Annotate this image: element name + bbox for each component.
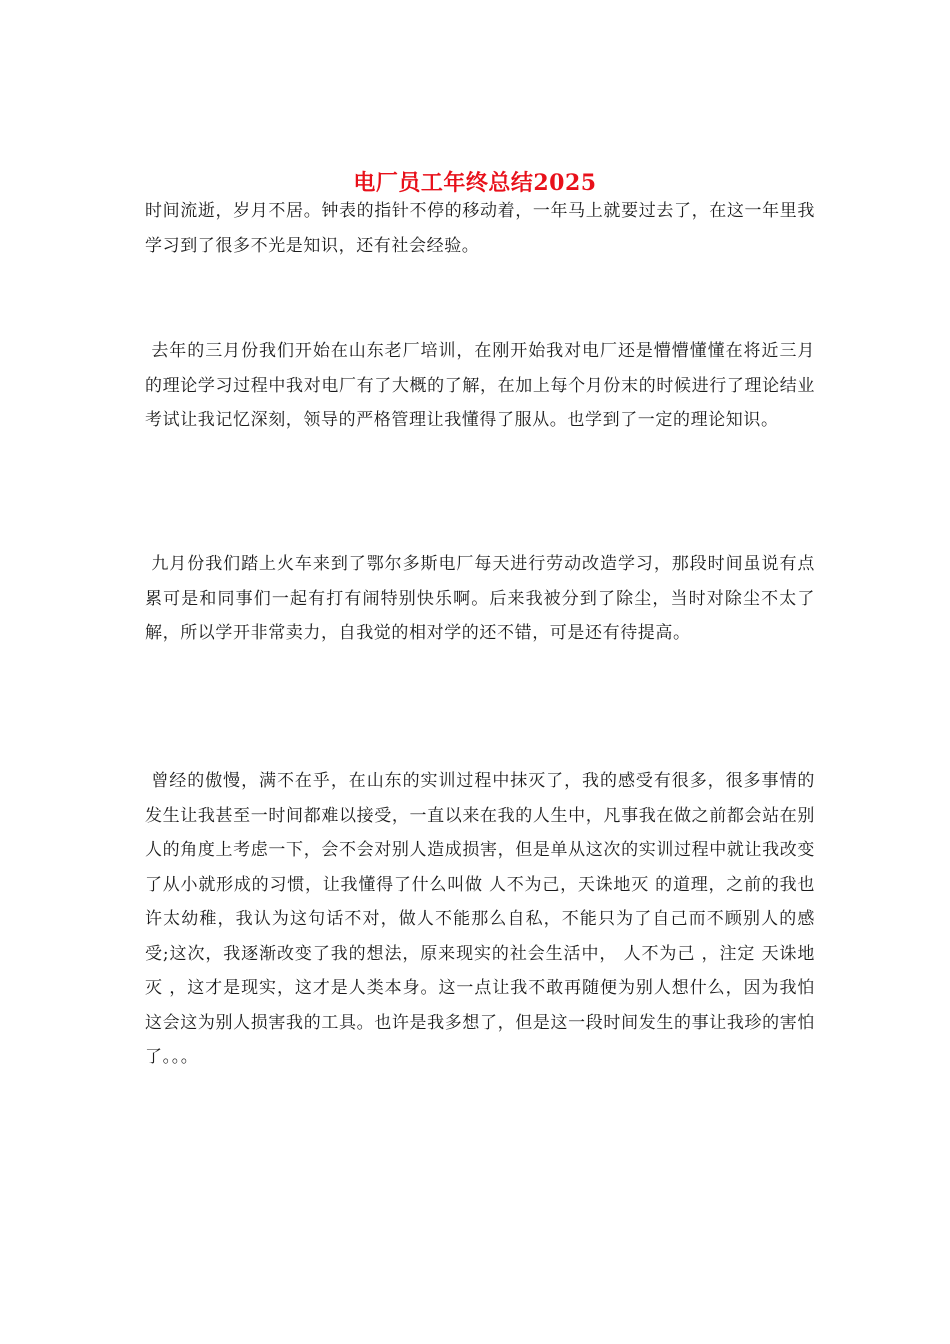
paragraph-reflection: 曾经的傲慢，满不在乎，在山东的实训过程中抹灭了，我的感受有很多，很多事情的发生让我甚至一时间都难以接受，一直以来在我的人生中，凡事我在做之前都会站在别人的角度上考虑一下，会不会对别人造成损害，但是单从这次的实训过程中就让我改变了从小就形成的习惯，让我懂得了什么叫做 人不为己，天诛地灭 的道理，之前的我也许太幼稚，我认为这句话不对，做人不能那么自私，不能只为了自己而不顾别人的感受;这次，我逐渐改变了我的想法，原来现实的社会生活中， 人不为己 ，注定 天诛地灭 ，这才是现实，这才是人类本身。这一点让我不敢再随便为别人想什么，因为我怕这会这为别人损害我的工具。也许是我多想了，但是这一段时间发生的事让我珍的害怕了。。。 [145,771,815,1067]
paragraph-shandong-training: 去年的三月份我们开始在山东老厂培训，在刚开始我对电厂还是懵懵懂懂在将近三月的理论学习过程中我对电厂有了大概的了解，在加上每个月份末的时候进行了理论结业考试让我记忆深刻，领导的严格管理让我懂得了服从。也学到了一定的理论知识。 [145,341,815,430]
paragraph-intro: 时间流逝，岁月不居。钟表的指针不停的移动着，一年马上就要过去了，在这一年里我学习到了很多不光是知识，还有社会经验。 [145,201,815,256]
paragraph-ordos-plant: 九月份我们踏上火车来到了鄂尔多斯电厂每天进行劳动改造学习，那段时间虽说有点累可是和同事们一起有打有闹特别快乐啊。后来我被分到了除尘，当时对除尘不太了解，所以学开非常卖力，自我觉的相对学的还不错，可是还有待提高。 [145,554,815,643]
document-title: 电厂员工年终总结2025 [353,169,597,196]
